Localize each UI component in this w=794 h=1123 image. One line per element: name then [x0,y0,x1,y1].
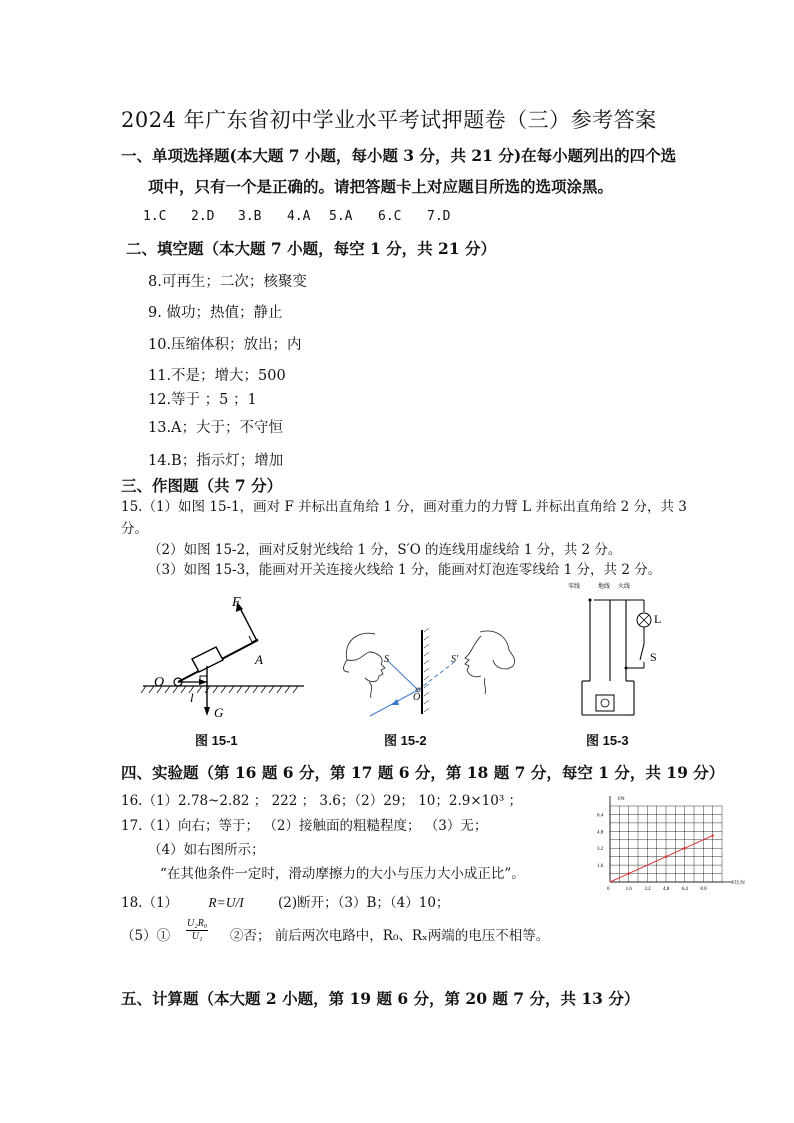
answer-8: 8.可再生；二次；核聚变 [148,274,307,290]
wire-ground-label: 地线 [598,584,611,590]
answer-13: 13.A；大于；不守恒 [148,420,284,436]
section3-heading: 三、作图题（共 7 分） [121,476,283,495]
page-title: 2024 年广东省初中学业水平考试押题卷（三）参考答案 [121,108,657,132]
y-tick-label: 4.8 [597,830,604,836]
label-S-prime: S′ [451,654,459,665]
series-line [610,836,713,882]
q18-line2-rest: ②否； 前后两次电路中，R₀、Rₓ两端的电压不相等。 [230,928,550,944]
x-tick-label: 1.6 [625,887,632,892]
section1-heading-line1: 一、单项选择题(本大题 7 小题，每小题 3 分，共 21 分)在每小题列出的四个选 [121,146,677,165]
label-O: O [154,675,165,690]
figure-15-1-caption: 图 15-1 [195,733,238,748]
q16-answer: 16.（1）2.78~2.82 ； 222 ； 3.6；（2）29； 10；2.9×10³ ； [121,793,523,809]
answer-6: 6.C [378,209,402,224]
wire-live-label: 火线 [618,584,631,590]
data-point [665,855,668,858]
q18-line2-prefix: （5）① [121,928,171,944]
data-point [711,834,714,837]
section5-heading: 五、计算题（本大题 2 小题，第 19 题 6 分，第 20 题 7 分，共 13 分） [121,989,640,1008]
friction-graph [596,790,745,896]
q17-line3: “在其他条件一定时，滑动摩擦力的大小与压力大小成正比”。 [160,866,525,882]
answer-12: 12.等于 ；5 ；1 [148,392,257,408]
wire-neutral-label: 零线 [568,584,581,590]
q15-line1: 15.（1）如图 15-1，画对 F 并标出直角给 1 分，画对重力的力臂 L 并标出直角给 2 分，共 3 [121,499,687,515]
label-S: S [384,654,389,665]
label-l: l [190,690,194,705]
x-tick-label: 3.2 [644,887,651,892]
fraction-denominator: U₁ [191,931,203,942]
x-tick-label: 8.0 [700,887,707,892]
answer-1: 1.C [143,209,167,224]
label-F: F [232,595,241,610]
q18-formula: R=U/I [208,895,244,910]
figure-15-3-caption: 图 15-3 [586,733,629,748]
data-point [627,872,630,875]
answer-4: 4.A [287,209,311,224]
q17-line2: （4）如右图所示； [148,842,265,858]
label-O2: O [413,692,421,703]
answer-9: 9. 做功；热值；静止 [148,305,283,321]
answer-7: 7.D [427,209,451,224]
q18-rest: (2)断开；（3）B；（4）10； [278,895,450,911]
q15-line3: （2）如图 15-2，画对反射光线给 1 分，S′O 的连线用虚线给 1 分，共 2 分。 [148,542,622,558]
section1-heading-line2: 项中，只有一个是正确的。请把答题卡上对应题目所选的选项涂黑。 [148,177,614,196]
figure-15-1 [140,590,310,725]
q15-line2: 分。 [121,521,148,537]
x-tick-label: 0 [607,887,610,892]
section2-heading: 二、填空题（本大题 7 小题，每空 1 分，共 21 分） [126,239,497,258]
x-axis-label: F压/N [732,881,745,886]
data-point [683,847,686,850]
figure-15-2-caption: 图 15-2 [384,733,427,748]
figure-15-3 [568,578,674,728]
figure-15-2 [335,622,535,722]
section4-heading: 四、实验题（第 16 题 6 分，第 17 题 6 分，第 18 题 7 分，每空 1 分，共 19 分） [121,763,725,782]
y-tick-label: 3.2 [597,847,604,853]
q18-line1 [121,891,449,911]
label-S3: S [650,650,657,664]
answer-14: 14.B；指示灯；增加 [148,453,284,469]
label-L: L [654,612,662,626]
answer-5: 5.A [329,209,353,224]
label-A: A [255,652,263,667]
q17-line1: 17.（1）向右；等于； （2）接触面的粗糙程度； （3）无； [121,818,488,834]
q18-prefix: 18.（1） [121,895,179,911]
answer-2: 2.D [191,209,215,224]
answer-11: 11.不是；增大；500 [148,368,286,384]
x-tick-label: 6.4 [681,887,688,892]
y-axis-label: f/N [618,797,625,802]
label-G: G [214,705,224,720]
q18-fraction [186,918,208,943]
x-tick-label: 4.8 [663,887,670,892]
answer-10: 10.压缩体积；放出；内 [148,337,302,353]
fraction-numerator: U₂R₀ [187,918,208,929]
y-tick-label: 6.4 [597,813,604,819]
q15-line4: （3）如图 15-3，能画对开关连接火线给 1 分，能画对灯泡连零线给 1 分，共 2 分。 [148,562,662,578]
answer-3: 3.B [238,209,262,224]
y-tick-label: 1.6 [597,864,604,870]
